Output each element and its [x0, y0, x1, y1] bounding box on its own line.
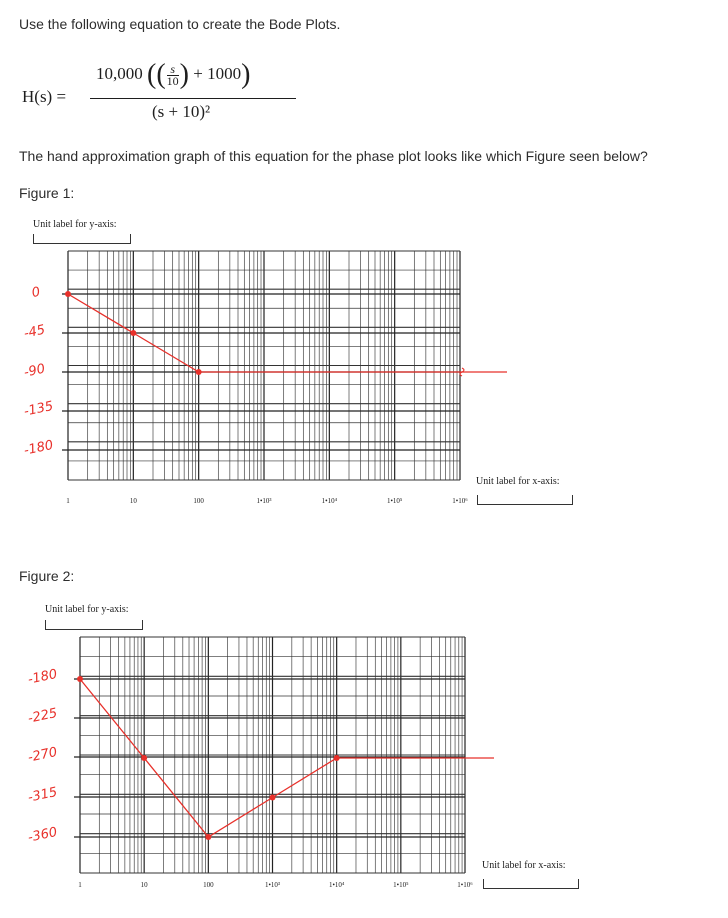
x-tick-label: 10 — [140, 881, 148, 889]
x-tick-label: 1•10⁴ — [328, 881, 345, 889]
hand-y-label: -90 — [22, 361, 47, 381]
x-tick-label: 100 — [203, 881, 214, 889]
hand-y-label: -135 — [22, 398, 55, 420]
hand-y-label: -315 — [26, 784, 59, 806]
data-point — [270, 795, 276, 801]
fraction-top: s — [167, 64, 179, 76]
x-tick-label: 1•10⁵ — [386, 497, 403, 505]
fraction-bottom: 10 — [166, 73, 179, 88]
x-tick-label: 1•10⁶ — [452, 497, 468, 505]
data-point — [334, 755, 340, 761]
x-tick-label: 1•10³ — [264, 881, 281, 889]
data-point — [205, 834, 211, 840]
figure-1-title: Figure 1: — [19, 185, 75, 201]
hand-y-label: -360 — [26, 824, 59, 846]
x-tick-label: 100 — [193, 497, 204, 505]
equation-denominator: (s + 10)² — [152, 102, 211, 121]
equation-lhs: H(s) = — [22, 87, 67, 106]
figure-1-y-axis-label: Unit label for y-axis: — [33, 219, 117, 230]
equation-numerator: 10,000 (( $\frac{s}{10}$ ) + 1000) — [96, 59, 251, 90]
numerator-tail: + 1000 — [193, 63, 242, 83]
x-tick-label: 1•10⁶ — [457, 881, 473, 889]
x-tick-label: 1•10³ — [256, 497, 272, 505]
hand-y-label: 0 — [30, 284, 42, 301]
intro-text: Use the following equation to create the Bode Plots. — [19, 16, 341, 32]
hand-y-label: -45 — [22, 322, 47, 342]
hand-y-label: -225 — [26, 705, 59, 727]
data-point — [77, 676, 83, 682]
hand-y-label: -270 — [26, 744, 59, 766]
figure-1-x-axis-label: Unit label for x-axis: — [476, 476, 560, 487]
data-point — [141, 755, 147, 761]
numerator-coefficient: 10,000 — [96, 63, 143, 83]
x-tick-label: 1 — [78, 881, 82, 889]
x-tick-label: 1 — [66, 497, 70, 505]
figure-2-y-axis-label: Unit label for y-axis: — [45, 604, 129, 615]
hand-y-label: -180 — [26, 666, 59, 688]
question-prompt: The hand approximation graph of this equation for the phase plot looks like which Figure seen below? — [19, 148, 648, 164]
hand-y-label: -180 — [22, 437, 55, 459]
x-tick-label: 1•10⁴ — [321, 497, 338, 505]
figure-2-title: Figure 2: — [19, 568, 75, 584]
x-tick-label: 10 — [129, 497, 137, 505]
x-tick-label: 1•10⁵ — [393, 881, 409, 889]
figure-2-x-axis-label: Unit label for x-axis: — [482, 860, 566, 871]
